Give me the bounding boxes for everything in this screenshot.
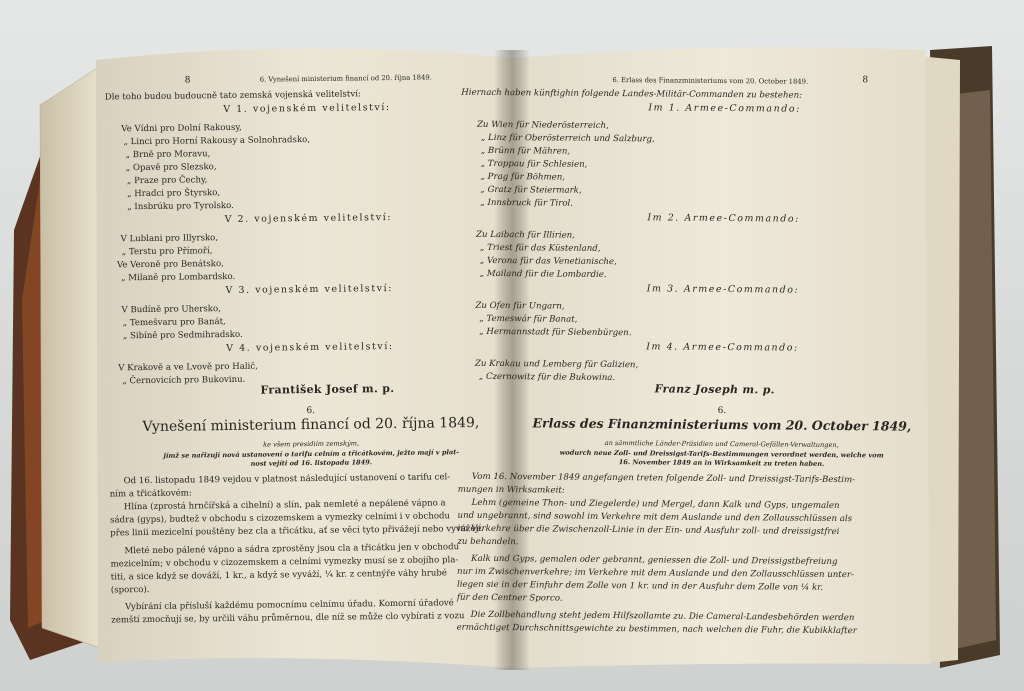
right-page-text-line: Die Zollbehandlung steht jedem Hilfszollamte zu. Die Cameral-Landesbehörden werden xyxy=(470,609,855,624)
right-page-text-line: zu behandeln. xyxy=(457,536,519,548)
right-page-text-line: Zu Krakau und Lemberg für Galizien, xyxy=(474,358,639,371)
right-page-text-line: wodurch neue Zoll- und Dreissigst-Tarifs-Bestimmungen verordnet werden, welche vom xyxy=(559,448,884,460)
right-page-text-line: „ Brünn für Mähren, xyxy=(480,145,571,157)
left-page-text-line: V 3. vojenském velitelství: xyxy=(225,282,394,297)
left-page-text-line: titi, a sice když se dováží, 1 kr., a když se vyváží, ¼ kr. z centnýře váhy hrubé xyxy=(110,568,448,583)
right-page-text-line: Vom 16. November 1849 angefangen treten folgende Zoll- und Dreissigst-Tarifs-Bestim- xyxy=(471,471,856,486)
left-page-text-line: Mleté nebo pálené vápno a sádra zprostěny jsou cla a třicátku jen v obchodu xyxy=(124,542,460,557)
left-page-text-line: Ve Vídni pro Dolní Rakousy, xyxy=(121,122,242,135)
left-page-text-line: V 2. vojenském velitelství: xyxy=(224,211,393,226)
left-page-number: 8 xyxy=(184,75,191,86)
right-page-text-line: „ Innsbruck für Tirol. xyxy=(480,197,574,209)
left-page-text-line: Vynešení ministerium financí od 20. října 1849, xyxy=(142,414,480,436)
left-page-text-line: František Josef m. p. xyxy=(260,381,395,397)
right-page-text-line: Franz Joseph m. p. xyxy=(654,382,775,397)
right-page-text-line: und ungebrannt, sind sowohl im Verkehre mit dem Auslande und den Zollausschlüssen als xyxy=(457,510,853,525)
right-page-text-line: „ Hermannstadt für Siebenbürgen. xyxy=(479,326,632,339)
left-page-text-line: V 4. vojenském velitelství: xyxy=(226,340,394,355)
left-page-text-line: přes linii mezicelní pouštěny bez cla a třicátku, ať se věci tyto přivážejí nebo vyvážejí. xyxy=(110,523,484,539)
right-page xyxy=(456,50,922,653)
right-page-text-line: „ Czernowitz für die Bukowina. xyxy=(478,371,616,384)
left-page-text-line: jímž se nařizují nová ustanovení o tarifu celním a třicátkovém, ježto mají v plat- xyxy=(163,448,460,460)
left-page-text-line: „ Linci pro Horní Rakousy a Solnohradsko, xyxy=(123,134,311,148)
right-page-text-line: 6. xyxy=(717,405,727,417)
left-page-text-line: ním a třicátkovém: xyxy=(109,488,192,500)
right-page-text-line: „ Verona für das Venetianische, xyxy=(479,255,617,268)
right-page-text-line: Hiernach haben künftighin folgende Landes-Militär-Commanden zu bestehen: xyxy=(461,87,803,101)
left-page-text-line: zemští zmocňují se, by určili váhu průměrnou, dle níž se může clo vybírati z vozu xyxy=(111,611,465,626)
left-page-text-line: sádra (gyps), budtež v obchodu s cizozemskem a vymezky celními i v obchodu xyxy=(109,511,451,526)
left-page-text-line: „ Sibíně pro Sedmihradsko. xyxy=(122,329,243,342)
left-page-text-line: V 1. vojenském velitelství: xyxy=(223,101,391,116)
left-page-text-line: Dle toho budou budoucně tato zemská vojenská velitelství: xyxy=(104,89,361,103)
right-page-text-line: „ Mailand für die Lombardie. xyxy=(479,268,607,280)
right-page-text-line: Kalk und Gyps, gemalen oder gebrannt, geniessen die Zoll- und Dreissigstbefreiung xyxy=(471,553,838,568)
left-page-text-line: V Krakově a ve Lvově pro Halič, xyxy=(118,361,259,374)
left-page-text-line: Hlína (zprostá hrnčířská a cihelní) a slín, pak nemleté a nepálené vápno a xyxy=(123,498,446,513)
right-page-text-line: ermächtiget Durchschnittsgewichte zu bestimmen, nach welchen die Fuhr, die Kubikklafter xyxy=(456,622,857,637)
right-page-text-line: „ Troppau für Schlesien, xyxy=(480,158,588,170)
left-page-text-line: „ Terstu pro Přímoří, xyxy=(121,246,213,258)
left-page-text-line: Vybírání cla přísluší každému pomocnímu celnímu úřadu. Komorní úřadové xyxy=(125,598,454,613)
left-page-text-line: (sporco). xyxy=(110,584,150,596)
left-page-text-line: „ Opavě pro Slezsko, xyxy=(125,162,217,174)
right-page-text-line: Erlass des Finanzministeriums vom 20. October 1849, xyxy=(532,415,912,434)
left-page-text-line: „ Temešvaru pro Banát, xyxy=(122,317,226,329)
right-page-text-line: 16. November 1849 an in Wirksamkeit zu treten haben. xyxy=(618,458,825,468)
right-page-number: 8 xyxy=(862,75,869,86)
left-page-text-line: „ Černovicích pro Bukovinu. xyxy=(122,374,246,387)
left-page-text-line: 6. xyxy=(306,405,316,417)
right-page-text-line: Zu Laibach für Illirien, xyxy=(475,229,575,241)
right-page-text-line: „ Temeswár für Banat, xyxy=(479,313,578,325)
left-page-text-line: „ Milaně pro Lombardsko. xyxy=(121,271,236,284)
right-page-text-line: nur im Zwischenverkehre; im Verkehre mit dem Auslande und den Zollausschlüssen unter- xyxy=(457,566,854,581)
left-page xyxy=(104,50,515,655)
right-page-text-line: mungen in Wirksamkeit: xyxy=(457,484,565,496)
left-page-text-line: nost vejíti od 16. listopadu 1849. xyxy=(250,458,373,468)
right-page-text-line: Im 1. Armee-Commando: xyxy=(648,102,801,115)
right-page-text-line: „ Linz für Oberösterreich und Salzburg, xyxy=(480,132,655,145)
right-page-text-line: im Verkehre über die Zwischenzoll-Linie in der Ein- und Ausfuhr zoll- und dreissigstfrei xyxy=(457,523,840,538)
right-page-text-line: liegen sie in der Einfuhr dem Zolle von 1 kr. und in der Ausfuhr dem Zolle von ¼ kr. xyxy=(456,579,824,593)
left-page-text-line: „ Brně pro Moravu, xyxy=(125,149,211,161)
left-page-text-line: „ Praze pro Čechy, xyxy=(126,175,208,187)
left-page-text-line: Od 16. listopadu 1849 vejdou v platnost následující ustanovení o tarifu cel- xyxy=(123,472,451,487)
right-page-text-line: Im 3. Armee-Commando: xyxy=(646,283,800,296)
right-page-text-line: „ Gratz für Steiermark, xyxy=(480,184,582,196)
right-page-text-line: Zu Wien für Niederösterreich, xyxy=(476,119,609,131)
right-page-text-line: an sämmtliche Länder-Präsidien und Cameral-Gefällen-Verwaltungen, xyxy=(604,438,839,450)
left-page-text-line: Ve Veroně pro Benátsko, xyxy=(116,259,224,271)
left-page-text-line: V Lublani pro Illyrsko, xyxy=(120,233,219,245)
left-page-text-line: mezicelním; v obchodu v cizozemskem a celními vymezky musí se z obojího pla- xyxy=(110,555,459,570)
right-running-header: 6. Erlass des Finanzministeriums vom 20. October 1849. xyxy=(612,76,809,86)
left-page-text-line: „ Insbrúku pro Tyrolsko. xyxy=(127,200,234,213)
left-page-text-line: ke všem presidiím zemským, xyxy=(263,439,360,449)
right-page-text-line: Zu Ofen für Ungarn, xyxy=(475,300,565,312)
left-running-header: 6. Vynešení ministerium financí od 20. října 1849. xyxy=(259,73,432,84)
right-page-text-line: Lehm (gemeine Thon- und Ziegelerde) und Mergel, dann Kalk und Gyps, ungemalen xyxy=(471,497,840,512)
right-page-text-line: „ Prag für Böhmen, xyxy=(480,171,566,183)
right-page-text-line: „ Triest für das Küstenland, xyxy=(479,242,601,254)
right-page-text-line: Im 2. Armee-Commando: xyxy=(647,212,800,225)
left-page-text-line: „ Hradci pro Štyrsko, xyxy=(126,188,221,200)
right-page-text-line: Im 4. Armee-Commando: xyxy=(646,341,799,354)
left-page-text-line: V Budíně pro Uhersko, xyxy=(121,304,221,316)
right-page-text-line: für den Centner Sporco. xyxy=(456,592,563,604)
